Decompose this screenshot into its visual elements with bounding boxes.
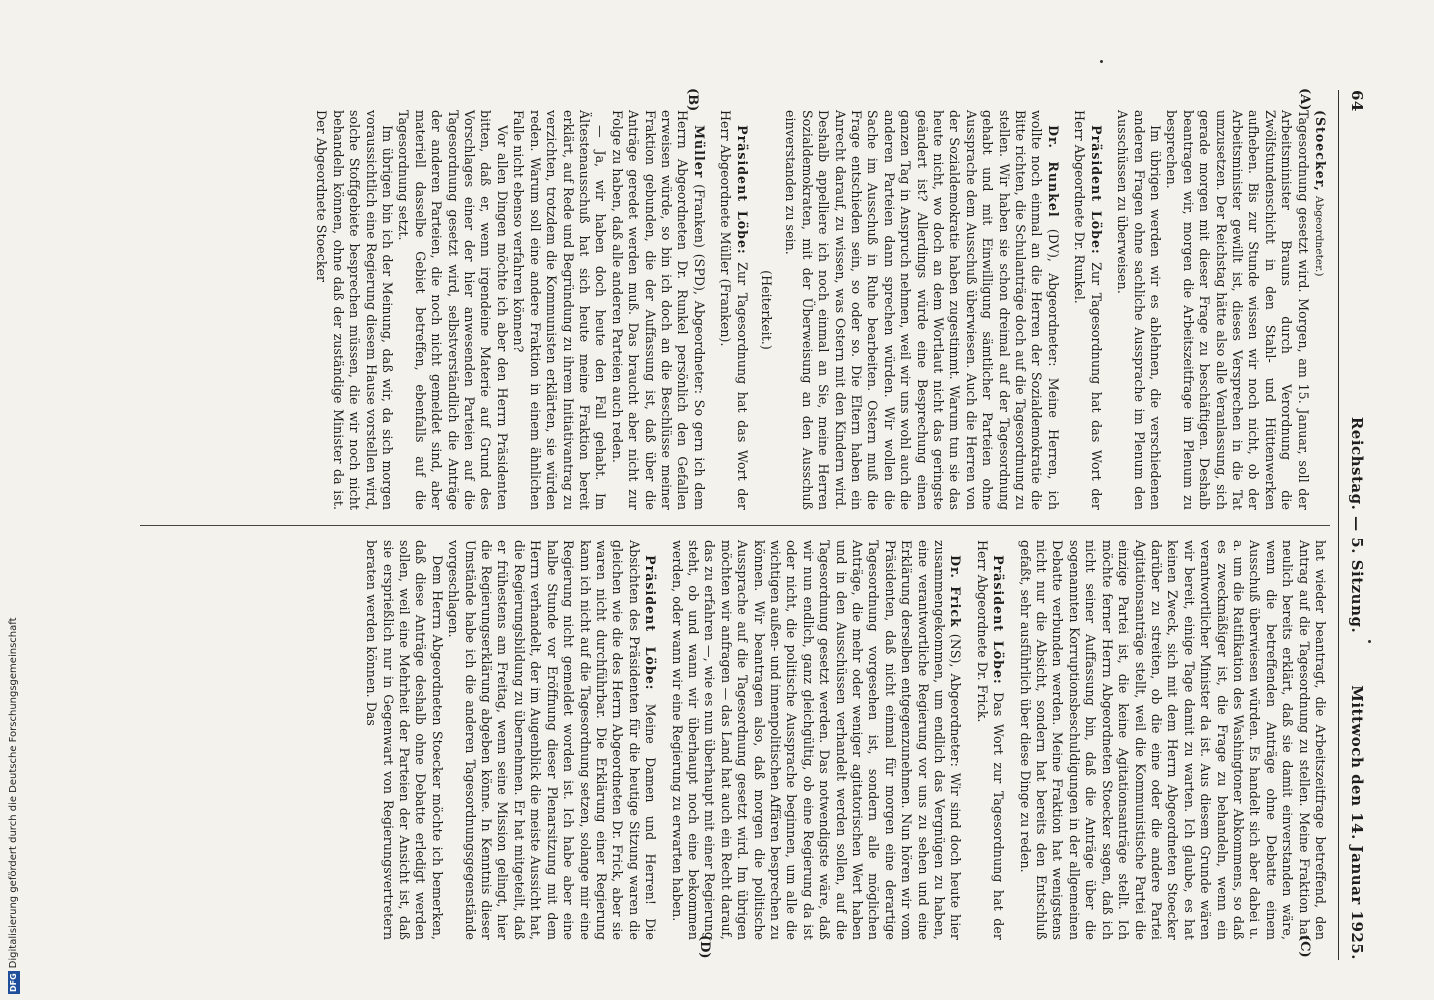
margin-marker-d: (D) — [697, 935, 712, 959]
dfg-logo: DFG — [9, 973, 18, 992]
paragraph — [668, 540, 963, 940]
column-divider — [140, 525, 1330, 526]
interjection: (Heiterkeit.) — [759, 270, 774, 350]
speaker-name: Präsident Löbe: — [643, 555, 659, 691]
paragraph: Tagesordnung gesetzt wird. Morgen, am 15. Januar, soll der Arbeitsminister Brauns durch Verordnung die Zwölfstundenschicht in den Stahl- und Hüttenwerken aufheben. Bis zur Stunde wissen wir noch nicht, ob der Arbeitsminister gewillt ist, dieses Versprechen in die Tat umzusetzen. Der Reichstag hätte also alle Veranlassung, sich gerade morgen mit dieser Frage zu beschäftigen. Deshalb beantragen wir, morgen die Arbeitszeitfrage im Plenum zu besprechen. — [1164, 110, 1311, 510]
paragraph: hat wieder beantragt, die Arbeitszeitfrage betreffend, den Antrag auf die Tagesordnung zu stellen. Meine Fraktion hat neulich bereits erklärt, daß sie damit einverstanden wäre, wenn die betreffenden Anträge ohne Debatte einem Ausschuß überwiesen würden. Es handelt sich aber dabei u. a. um die Ratifikation des Washingtoner Abkommens, so daß es zweckmäßiger ist, die Frage zu behandeln, wenn ein verantwortlicher Minister da ist. Aus diesem Grunde wären wir bereit, einige Tage damit zu warten. Ich glaube, es hat keinen Zweck, sich mit dem Herrn Abgeordneten Stoecker darüber zu streiten, ob die eine oder die andere Partei Agitationsanträge stellt, weil die Kommunistische Partei die einzige Partei ist, die keine Agitationsanträge stellt. Ich möchte ferner Herrn Abgeordneten Stoecker sagen, daß ich nicht seiner Auffassung bin, daß die Anträge über die sogenannten Korruptionsbeschuldigungen in der allgemeinen Debatte verbunden werden. Meine Fraktion hat wenigstens nicht nur die Absicht, sondern hat bereits den Entschluß gefaßt, sehr ausführlich über diese Dinge zu reden. — [1017, 540, 1328, 940]
margin-marker-a: (A) — [1297, 88, 1312, 111]
speaker-party: (NS), Abgeordneter: — [948, 633, 964, 767]
scan-speck — [1100, 60, 1103, 63]
margin-marker-b: (B) — [685, 88, 700, 112]
digitization-credit-strip — [0, 0, 19, 1000]
paragraph-text: Das Wort zur Tagesordnung hat der Herr Abgeordnete Dr. Frick. — [974, 540, 1007, 940]
digitization-credit — [8, 594, 20, 994]
speaker-party: (Franken) (SPD), Abgeordneter: — [691, 184, 707, 395]
paragraph — [1071, 110, 1104, 510]
header-title: Reichstag. — 5. Sitzung. — [1348, 416, 1366, 634]
speaker-name: Präsident Löbe: — [1088, 125, 1104, 255]
paragraph-text: Zur Tagesordnung hat das Wort der Herr Abgeordnete Müller (Franken). — [718, 110, 750, 511]
paragraph: Im übrigen bin ich der Meinung, daß wir, da sich morgen voraussichtlich eine Regierung diesem Hause vorstellen wird, solche Stoffgebiete besprechen müssen, die wir noch nicht behandeln können, ohne daß der zuständige Minister da ist. Der Abgeordnete Stoecker — [314, 110, 396, 510]
paragraph-text: Meine Damen und Herren! Die Absichten des Präsidenten für die heutige Sitzung waren die gleichen wie die des Herrn Abgeordneten Dr. Frick, aber sie waren nicht durchführbar. Die Erklärung einer Regierung kann ich nicht auf die Tagesordnung setzen, solange mir eine Regierung nicht gemeldet worden ist. Ich habe aber eine halbe Stunde vor Eröffnung dieser Plenarsitzung mit dem Herrn verhandelt, der im Augenblick die meiste Aussicht hat, die Regierungsbildung zu übernehmen. Er hat mitgeteilt, daß er frühestens am Freitag, wenn seine Mission gelingt, hier die Regierungserklärung abgeben könne. In Kenntnis dieser Umstände habe ich die anderen Tagesordnungsgegenstände vorgeschlagen. — [446, 540, 659, 940]
paragraph-text: So gern ich dem Herrn Abgeordneten Dr. Runkel persönlich den Gefallen erweisen würde, so bin ich doch an die Beschlüsse meiner Fraktion gebunden, die der Auffassung ist, daß über die Anträge geredet werden muß. Das braucht aber nicht zur Folge zu haben, daß alle anderen Parteien auch reden. — [609, 110, 707, 511]
paragraph — [608, 110, 706, 510]
document-page — [102, 90, 1372, 960]
paragraph — [1311, 110, 1328, 510]
speaker-name: Dr. Frick — [948, 555, 964, 628]
paragraph: — Ja, wir haben doch heute den Fall gehabt. Im Ältestenausschuß hat sich heute meine Fraktion bereit erklärt, auf Rede und Begründung zu ihrem Initiativantrag zu verzichten, trotzdem die Kommunisten erklärten, sie würden reden. Warum soll eine andere Fraktion in einem ähnlichen Falle nicht ebenso verfahren können? — [511, 110, 609, 510]
speaker-role: Abgeordneter.) — [1313, 195, 1325, 277]
paragraph: Im übrigen werden wir es ablehnen, die verschiedenen anderen Fragen ohne sachliche Aussprache im Plenum den Ausschüssen zu überweisen. — [1115, 110, 1163, 510]
left-column — [313, 110, 1328, 510]
page-header — [1342, 90, 1372, 960]
header-date: Mittwoch den 14. Januar 1925. — [1348, 685, 1366, 960]
page-number: 64 — [1348, 90, 1366, 112]
speaker-name: Müller — [691, 125, 707, 179]
paragraph: Dem Herrn Abgeordneten Stoecker möchte ich bemerken, daß diese Anträge deshalb ohne Debatte erledigt werden sollen, weil eine Mehrheit der Parteien der Ansicht ist, daß sie ersprießlich nur in Gegenwart von Regierungsvertretern beraten werden können. Das — [364, 540, 445, 940]
paragraph — [717, 110, 750, 510]
paragraph — [445, 540, 658, 940]
paragraph — [973, 540, 1006, 940]
speaker-name: Präsident Löbe: — [734, 125, 750, 255]
speaker-name: Dr. Runkel — [1045, 125, 1061, 218]
paragraph-text: Meine Herren, ich wollte noch einmal an die Herren der Sozialdemokratie die Bitte richten, die Schulanträge doch auf die Tagesordnung zu stellen. Wir haben sie schon dreimal auf der Tagesordnung gehabt und mit Einwilligung sämtlicher Parteien ohne Aussprache dem Ausschuß überwiesen. Auch die Herren von der Sozialdemokratie haben zugestimmt. Warum tun sie das heute nicht, wo doch an dem Wortlaut nicht das geringste geändert ist? Allerdings würde eine Besprechung einen ganzen Tag in Anspruch nehmen, weil wir uns wohl auch die anderen Parteien dann sprechen würden. Wir wollen die Sache im Ausschuß in Ruhe bearbeiten. Ostern muß die Frage entschieden sein, so oder so. Die Eltern haben ein Anrecht darauf, zu wissen, was Ostern mit den Kindern wird. Deshalb appelliere ich noch einmal an Sie, meine Herren Sozialdemokraten, mit der Überweisung an den Ausschuß einverstanden zu sein. — [783, 110, 1061, 511]
speaker-name: (Stoecker, — [1313, 110, 1328, 192]
paragraph — [782, 110, 1061, 510]
credit-text: Digitalisierung gefördert durch die Deutsche Forschungsgemeinschaft — [8, 617, 19, 969]
paragraph-text: Wir sind doch heute hier zusammengekommen, um endlich das Vergnügen zu haben, eine verantwortliche Regierung vor uns zu sehen und eine Erklärung derselben entgegenzunehmen. Nun hören wir vom Präsidenten, daß nicht einmal für morgen eine derartige Tagesordnung vorgesehen ist, sondern alle möglichen Anträge, die mehr oder weniger agitatorischen Wert haben und in den Ausschüssen verhandelt werden sollen, auf die Tagesordnung gesetzt werden. Das notwendigste wäre, daß wir nun endlich, ganz gleichgültig, ob eine Regierung da ist oder nicht, die politische Aussprache beginnen, um alle die wichtigen außen- und innenpolitischen Affären besprechen zu können. Wir beantragen also, daß morgen die politische Aussprache auf die Tagesordnung gesetzt wird. Im übrigen möchten wir anfragen — das Land hat auch ein Recht darauf, das zu erfahren —, wie es nun überhaupt mit einer Regierung steht, ob und wann wir überhaupt noch eine bekommen werden, oder wann wir eine Regierung zu erwarten haben. — [669, 540, 964, 940]
right-column — [363, 540, 1328, 940]
paragraph: Vor allen Dingen möchte ich aber den Herrn Präsidenten bitten, daß er, wenn irgendeine Materie auf Grund des Vorschlages einer der hier anwesenden Parteien auf die Tagesordnung gesetzt wird, selbstverständlich die Anträge der anderen Parteien, die noch nicht gemeldet sind, aber materiell dasselbe Gebiet betreffen, ebenfalls auf die Tagesordnung setzt. — [396, 110, 510, 510]
speaker-party: (DV), Abgeordneter: — [1045, 228, 1061, 367]
margin-marker-c: (C) — [1297, 935, 1312, 958]
speaker-name: Präsident Löbe: — [991, 555, 1007, 685]
header-rule — [1338, 90, 1339, 960]
paragraph-text: Zur Tagesordnung hat das Wort der Herr Abgeordnete Dr. Runkel. — [1072, 110, 1104, 511]
